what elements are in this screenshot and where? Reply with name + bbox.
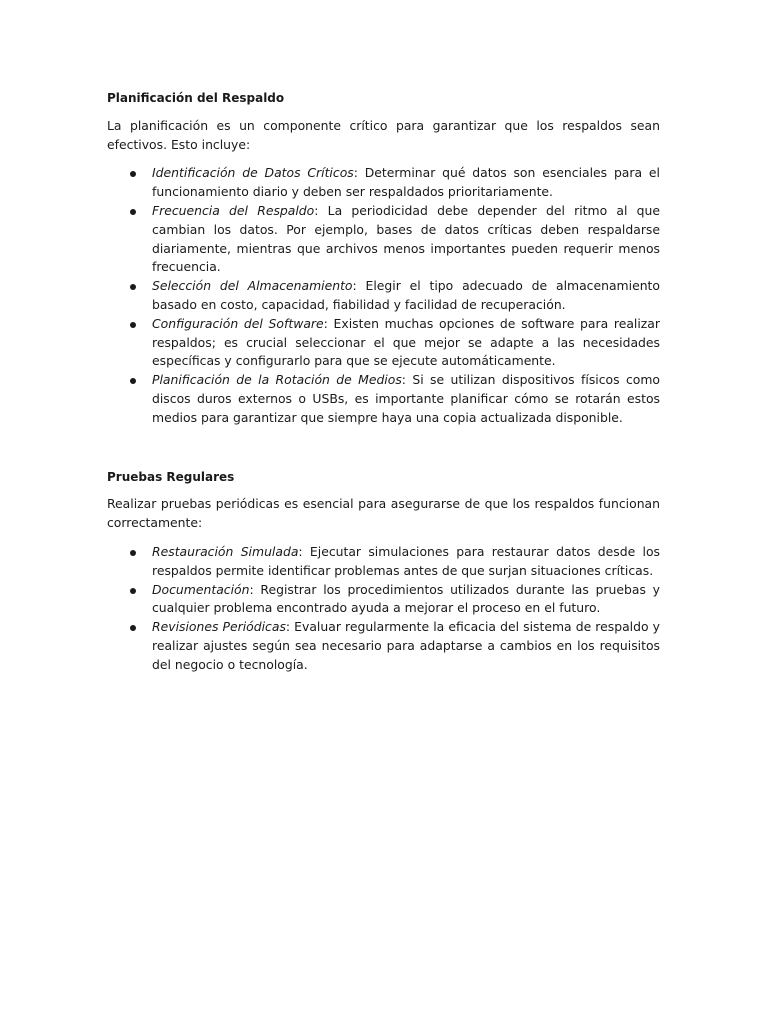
item-text: : Determinar qué datos son esenciales para el funcionamiento diario y deben ser respaldados prioritariamente. [152, 165, 660, 200]
item-text: : Ejecutar simulaciones para restaurar datos desde los respaldos permite identificar problemas antes de que surjan situaciones críticas. [152, 543, 660, 578]
bullet-icon [130, 588, 136, 594]
item-text: : La periodicidad debe depender del ritmo al que cambian los datos. Por ejemplo, bases de datos críticas deben respaldarse diariamente, mientras que archivos menos importantes pueden requerir menos frecuencia. [152, 202, 660, 275]
item-term: Identificación de Datos Críticos [152, 165, 354, 181]
item-text: : Registrar los procedimientos utilizados durante las pruebas y cualquier problema encontrado ayuda a mejorar el proceso en el futuro. [152, 581, 660, 616]
list-item [152, 277, 660, 315]
item-text: : Elegir el tipo adecuado de almacenamiento basado en costo, capacidad, fiabilidad y facilidad de recuperación. [152, 278, 660, 312]
section-intro-pruebas: Realizar pruebas periódicas es esencial para asegurarse de que los respaldos funcionan correctamente: [107, 496, 660, 531]
item-term: Configuración del Software [152, 315, 324, 331]
bullet-list-pruebas [107, 543, 660, 675]
item-term: Restauración Simulada [152, 543, 299, 559]
section-heading-pruebas: Pruebas Regulares [107, 469, 235, 484]
bullet-icon [130, 209, 136, 215]
item-text: : Si se utilizan dispositivos físicos como discos duros externos o USBs, es importante planificar cómo se rotarán estos medios para garantizar que siempre haya una copia actualizada disponible. [152, 372, 660, 425]
list-item [152, 315, 660, 371]
bullet-icon [130, 171, 136, 177]
bullet-icon [130, 625, 136, 631]
section-heading-planificacion: Planificación del Respaldo [107, 91, 285, 105]
item-text: : Evaluar regularmente la eficacia del sistema de respaldo y realizar ajustes según sea necesario para adaptarse a cambios en los requisitos del negocio o tecnología. [152, 619, 660, 672]
item-term: Revisiones Periódicas [152, 619, 286, 635]
item-term: Planificación de la Rotación de Medios [152, 372, 402, 388]
item-term: Frecuencia del Respaldo [152, 202, 315, 218]
bullet-icon [130, 322, 136, 328]
list-item [152, 543, 660, 581]
bullet-icon [130, 550, 136, 556]
bullet-icon [130, 378, 136, 384]
section-intro-planificacion: La planificación es un componente crítico para garantizar que los respaldos sean efectivos. Esto incluye: [107, 117, 660, 152]
bullet-list-planificacion [107, 164, 660, 427]
bullet-icon [130, 284, 136, 290]
item-term: Selección del Almacenamiento [152, 278, 353, 294]
list-item [152, 164, 660, 202]
section-spacer [107, 428, 660, 468]
list-item [152, 202, 660, 277]
item-text: : Existen muchas opciones de software para realizar respaldos; es crucial seleccionar el que mejor se adapte a las necesidades específicas y configurarlo para que se ejecute automáticamente. [152, 315, 660, 369]
item-term: Documentación [152, 581, 250, 597]
list-item [152, 371, 660, 427]
list-item [152, 618, 660, 674]
document-body [107, 89, 660, 675]
list-item [152, 581, 660, 619]
